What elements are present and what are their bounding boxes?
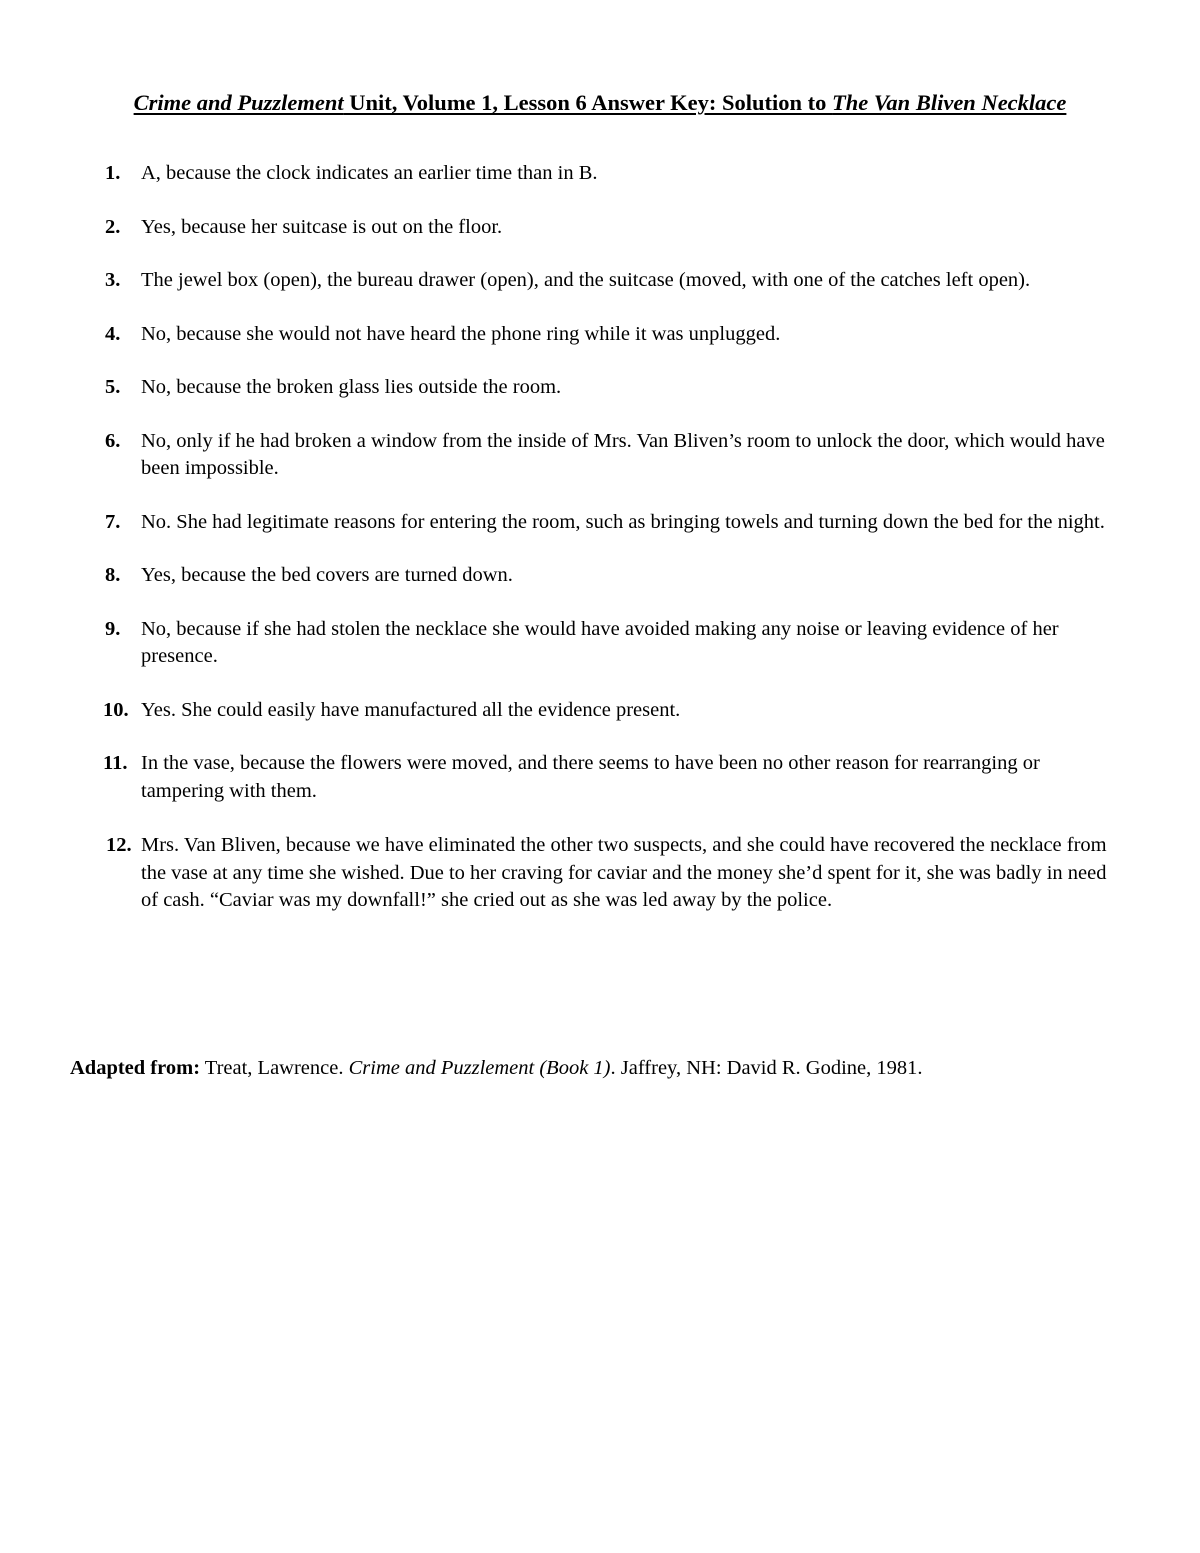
answer-item-2 [0, 214, 1121, 242]
answer-item-3 [0, 267, 1121, 295]
answer-item-7 [0, 509, 1121, 537]
answer-text: No. She had legitimate reasons for entering the room, such as bringing towels and turning down the bed for the night. [141, 510, 1105, 533]
answer-item-9 [0, 616, 1121, 671]
answer-item-11 [0, 750, 1121, 805]
page-title [70, 87, 1130, 119]
answer-text: Mrs. Van Bliven, because we have eliminated the other two suspects, and she could have recovered the necklace from the vase at any time she wished. Due to her craving for caviar and the money she’d spent for it, she was badly in need of cash. “Caviar was my downfall!” she cried out as she was led away by the police. [141, 834, 1107, 911]
answer-item-12 [0, 832, 1121, 915]
answer-text: Yes. She could easily have manufactured all the evidence present. [141, 698, 681, 721]
title-lesson-info: Unit, Volume 1, Lesson 6 Answer Key: Solution to [343, 90, 833, 116]
answer-item-8 [0, 562, 1121, 590]
answer-text: Yes, because her suitcase is out on the floor. [141, 215, 503, 238]
credit-label: Adapted from: [70, 1056, 201, 1079]
answer-number: 2. [105, 215, 121, 238]
source-credit [70, 1055, 1130, 1083]
answer-number: 3. [105, 269, 121, 291]
credit-author: Treat, Lawrence. [200, 1056, 349, 1079]
answer-text: The jewel box (open), the bureau drawer (open), and the suitcase (moved, with one of the catches left open). [141, 269, 1031, 291]
answer-number: 1. [105, 162, 121, 184]
answer-number: 9. [105, 617, 121, 640]
answer-number: 11. [103, 752, 128, 774]
answer-item-4 [0, 321, 1121, 349]
answer-text: No, because she would not have heard the phone ring while it was unplugged. [141, 322, 781, 345]
answer-item-10 [0, 697, 1121, 725]
answer-text: No, because the broken glass lies outside the room. [141, 376, 562, 398]
answer-number: 5. [105, 376, 121, 398]
answer-number: 6. [105, 429, 121, 452]
answer-text: A, because the clock indicates an earlier time than in B. [141, 162, 598, 184]
answer-list [0, 160, 1200, 941]
answer-number: 10. [103, 698, 129, 721]
title-story-name: The Van Bliven Necklace [832, 90, 1067, 116]
answer-number: 8. [105, 564, 121, 586]
answer-number: 4. [105, 322, 121, 345]
answer-item-1 [0, 160, 1121, 188]
credit-work-title: Crime and Puzzlement (Book 1) [348, 1056, 611, 1079]
answer-text: No, only if he had broken a window from the inside of Mrs. Van Bliven’s room to unlock the door, which would have been impossible. [141, 429, 1105, 479]
answer-text: Yes, because the bed covers are turned down. [141, 564, 513, 586]
answer-text: No, because if she had stolen the necklace she would have avoided making any noise or leaving evidence of her presence. [141, 617, 1059, 667]
answer-item-5 [0, 374, 1121, 402]
answer-item-6 [0, 428, 1121, 483]
title-series-name: Crime and Puzzlement [133, 90, 344, 116]
answer-text: In the vase, because the flowers were moved, and there seems to have been no other reason for rearranging or tampering with them. [141, 752, 1040, 802]
answer-number: 7. [105, 510, 121, 533]
answer-number: 12. [106, 834, 132, 856]
credit-publication: . Jaffrey, NH: David R. Godine, 1981. [610, 1056, 923, 1079]
